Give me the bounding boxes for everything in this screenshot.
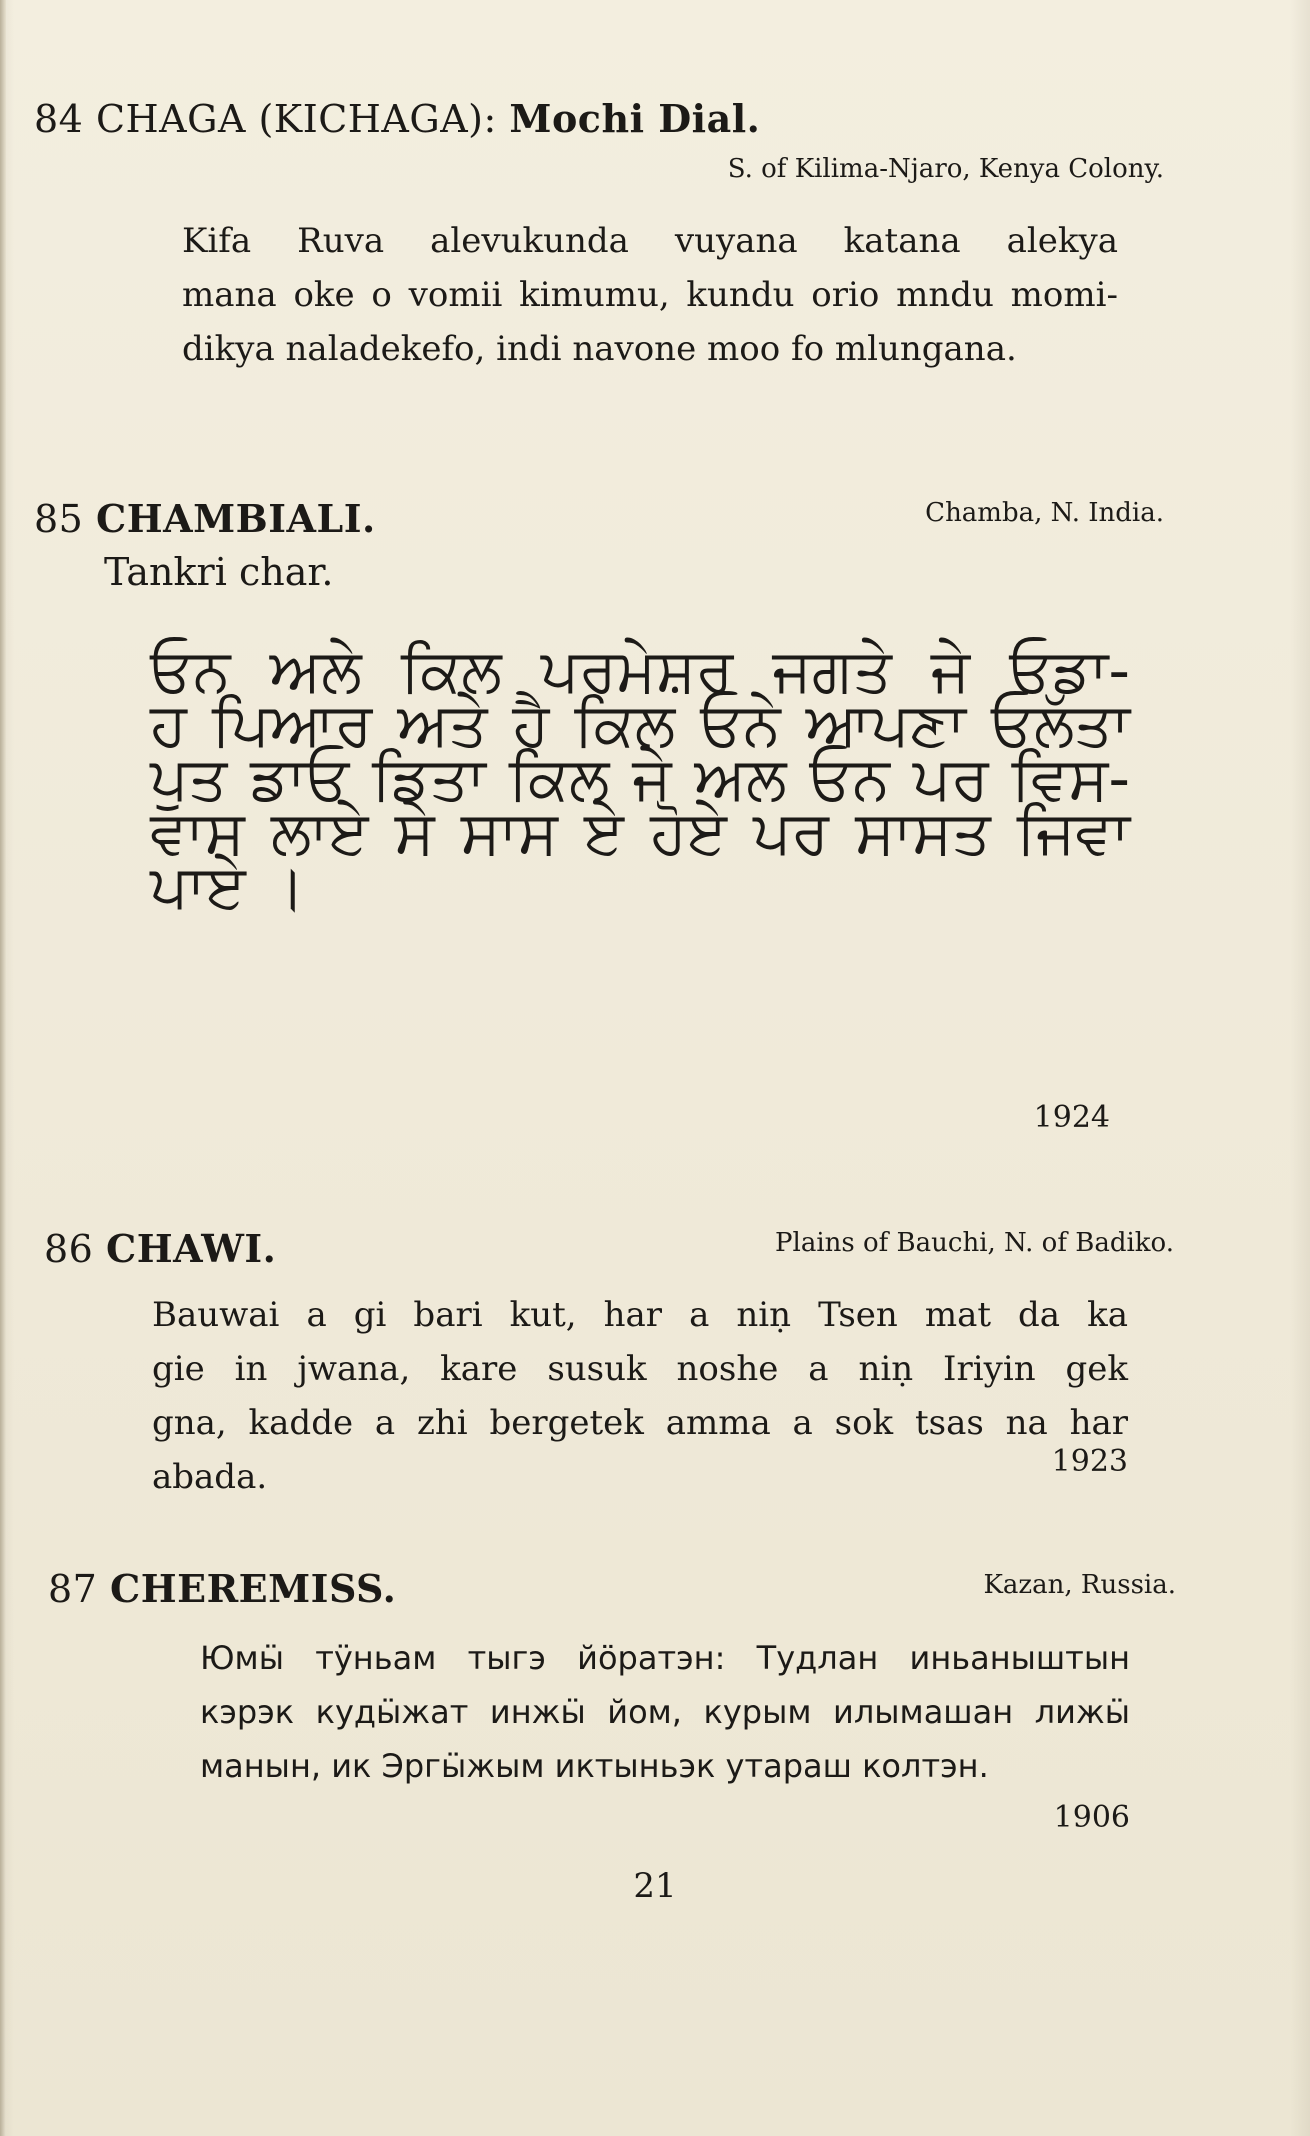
tankri-text (150, 612, 1130, 946)
entry-number: 86 (44, 1227, 94, 1271)
text-line: кэрэк кудӹжат инжӹ йом, курым илымашан лижӹ (200, 1693, 1130, 1731)
entry-heading (34, 96, 760, 141)
text-line: Юмӹ тӱньам тыгэ йӧратэн: Тудлан иньаныштын (200, 1639, 1130, 1677)
entry-location: Chamba, N. India. (925, 498, 1164, 528)
entry-number: 84 (34, 97, 84, 141)
entry-heading (44, 1226, 276, 1271)
text-line: ਪੁਤ ਡਾਓ ਡਿਤਾ ਕਿਲ ਜੇ ਅਲ ਓਨ ਪਰ ਵਿਸ- (150, 744, 1130, 814)
text-line: ਪਾਏ । (150, 852, 306, 922)
entry-heading (34, 496, 376, 541)
page-number: 21 (633, 1866, 677, 1906)
text-line: abada. (152, 1457, 268, 1497)
entry-year: 1906 (1053, 1800, 1130, 1835)
entry-number: 87 (48, 1567, 98, 1611)
entry-text (200, 1630, 1130, 1795)
text-line: манын, ик Эргӹжым иктыньэк утараш колтэн. (200, 1747, 989, 1785)
text-line: dikya naladekefo, indi navone moo fo mlungana. (182, 329, 1017, 369)
text-line: gie in jwana, kare susuk noshe a niṇ Iriyin gek (152, 1349, 1128, 1389)
entry-text (152, 1288, 1128, 1504)
text-line: ਹ ਪਿਆਰ ਅਤੇ ਹੈ ਕਿਲ ਓਨੇ ਆਪਣਾ ਓਲੱਤਾ (150, 690, 1130, 760)
entry-location: S. of Kilima-Njaro, Kenya Colony. (727, 154, 1164, 184)
page-spine-edge (0, 0, 6, 2136)
entry-location: Plains of Bauchi, N. of Badiko. (775, 1228, 1174, 1258)
language-name: CHAGA (KICHAGA): (95, 97, 497, 141)
text-line: mana oke o vomii kimumu, kundu orio mndu momi- (182, 275, 1118, 315)
entry-text (182, 214, 1118, 376)
entry-year: 1924 (1033, 1100, 1110, 1135)
language-name: CHAWI. (105, 1226, 277, 1271)
entry-location: Kazan, Russia. (983, 1570, 1176, 1600)
language-name: CHAMBIALI. (95, 496, 376, 541)
text-line: Kifa Ruva alevukunda vuyana katana alekya (182, 221, 1118, 261)
text-line: ਵਾਸ ਲਾਏ ਸੇ ਸਾਸ ਏ ਹੋਏ ਪਰ ਸਾਸਤ ਜਿਵਾ (150, 798, 1130, 868)
text-line: gna, kadde a zhi bergetek amma a sok tsas na har (152, 1403, 1128, 1443)
text-line: ਓਨ ਅਲੇ ਕਿਲ ਪਰਮੇਸ਼ਰ ਜਗਤੇ ਜੇ ਓਡਾ- (150, 636, 1130, 706)
script-note: Tankri char. (104, 550, 334, 594)
entry-heading (48, 1566, 396, 1611)
entry-number: 85 (34, 497, 84, 541)
dialect-name: Mochi Dial. (509, 96, 761, 141)
text-line: Bauwai a gi bari kut, har a niṇ Tsen mat da ka (152, 1295, 1128, 1335)
entry-year: 1923 (1051, 1444, 1128, 1479)
language-name: CHEREMISS. (109, 1566, 397, 1611)
